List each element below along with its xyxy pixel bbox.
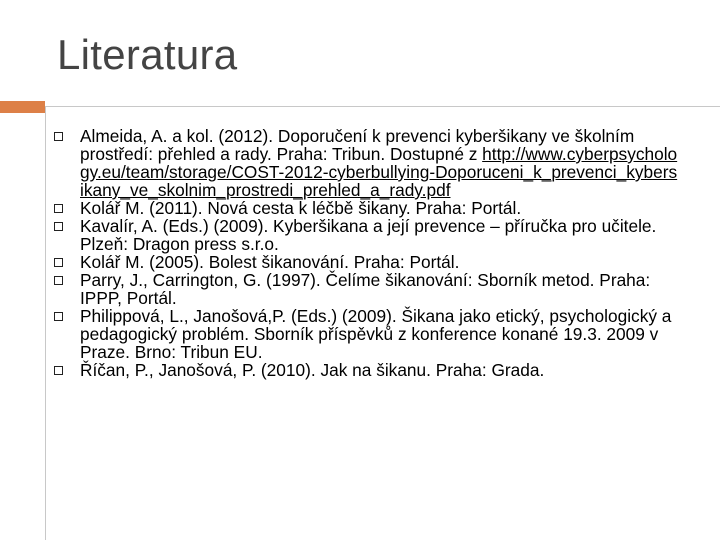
reference-text: Kavalír, A. (Eds.) (2009). Kyberšikana a její prevence – příručka pro učitele. Plzeň: Dragon press s.r.o. — [80, 216, 657, 254]
reference-list — [54, 127, 679, 379]
reference-text: Kolář M. (2011). Nová cesta k léčbě šikany. Praha: Portál. — [80, 198, 522, 218]
list-item — [54, 217, 679, 253]
list-item — [54, 127, 679, 199]
reference-link[interactable]: http://www.cyberpsychology.eu/team/storage/COST-2012-cyberbullying-Doporuceni_k_prevenci_kybersikany_ve_skolnim_prostredi_prehled_a_rady.pdf — [80, 144, 678, 200]
list-item — [54, 271, 679, 307]
square-bullet-icon — [54, 258, 63, 267]
reference-text: Parry, J., Carrington, G. (1997). Čelíme šikanování: Sborník metod. Praha: IPPP, Portál. — [80, 270, 651, 308]
list-item — [54, 361, 679, 379]
list-item — [54, 253, 679, 271]
accent-bar — [0, 101, 45, 113]
list-item — [54, 307, 679, 361]
reference-text: Almeida, A. a kol. (2012). Doporučení k prevenci kyberšikany ve školním prostředí: přehled a rady. Praha: Tribun. Dostupné z — [80, 126, 635, 164]
reference-text: Kolář M. (2005). Bolest šikanování. Praha: Portál. — [80, 252, 460, 272]
square-bullet-icon — [54, 366, 63, 375]
page-title: Literatura — [57, 31, 238, 78]
square-bullet-icon — [54, 204, 63, 213]
square-bullet-icon — [54, 132, 63, 141]
horizontal-divider — [45, 106, 720, 107]
reference-text: Říčan, P., Janošová, P. (2010). Jak na šikanu. Praha: Grada. — [80, 360, 545, 380]
vertical-divider — [45, 106, 46, 540]
list-item — [54, 199, 679, 217]
square-bullet-icon — [54, 222, 63, 231]
square-bullet-icon — [54, 276, 63, 285]
square-bullet-icon — [54, 312, 63, 321]
reference-text: Philippová, L., Janošová,P. (Eds.) (2009). Šikana jako etický, psychologický a pedagogický problém. Sborník příspěvků z konference konané 19.3. 2009 v Praze. Brno: Tribun EU. — [80, 306, 672, 362]
